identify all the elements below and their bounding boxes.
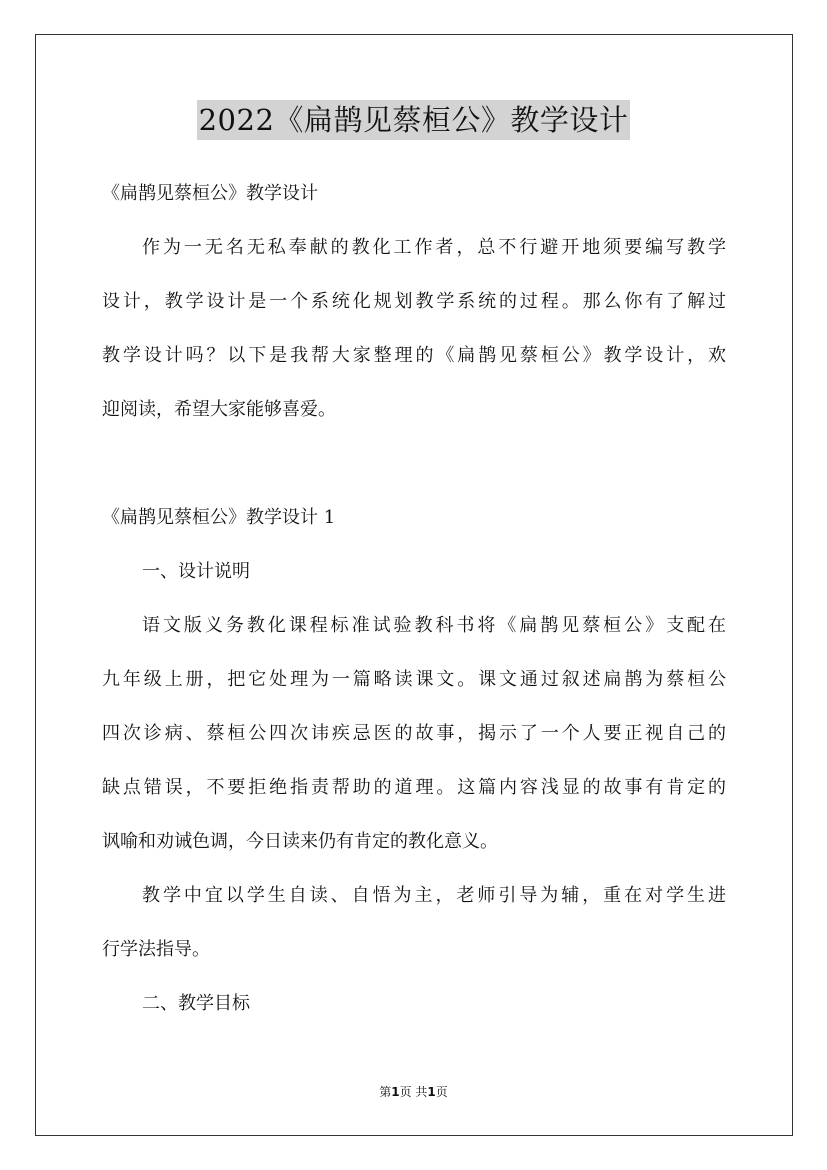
- document-title: [0, 100, 827, 140]
- design-line: 缺点错误，不要拒绝指责帮助的道理。这篇内容浅显的故事有肯定的: [102, 777, 726, 798]
- teaching-line: 教学中宜以学生自读、自悟为主，老师引导为辅，重在对学生进: [142, 885, 726, 906]
- intro-line: 教学设计吗？以下是我帮大家整理的《扁鹊见蔡桓公》教学设计，欢: [102, 345, 726, 366]
- page-footer: [0, 1083, 827, 1100]
- goals-heading-paragraph: [102, 986, 726, 1040]
- footer-mid: 页 共: [399, 1085, 428, 1099]
- document-body: [102, 176, 726, 1040]
- design-line: 讽喻和劝诫色调，今日读来仍有肯定的教化意义。: [102, 831, 498, 852]
- design-line: 语文版义务教化课程标准试验教科书将《扁鹊见蔡桓公》支配在: [142, 615, 726, 636]
- document-title-text: 2022《扁鹊见蔡桓公》教学设计: [197, 100, 631, 140]
- document-subtitle: 《扁鹊见蔡桓公》教学设计: [102, 183, 318, 204]
- intro-line: 设计，教学设计是一个系统化规划教学系统的过程。那么你有了解过: [102, 291, 726, 312]
- footer-suffix: 页: [435, 1085, 448, 1099]
- teaching-line: 行学法指导。: [102, 939, 210, 960]
- heading-design: 一、设计说明: [142, 561, 250, 582]
- footer-page-number: 1: [391, 1085, 400, 1099]
- design-paragraph: [102, 608, 726, 878]
- intro-paragraph: [102, 230, 726, 446]
- design-line: 四次诊病、蔡桓公四次讳疾忌医的故事，揭示了一个人要正视自己的: [102, 723, 726, 744]
- intro-line: 作为一无名无私奉献的教化工作者，总不行避开地须要编写教学: [142, 237, 726, 258]
- design-line: 九年级上册，把它处理为一篇略读课文。课文通过叙述扁鹊为蔡桓公: [102, 669, 726, 690]
- design-heading-paragraph: [102, 554, 726, 608]
- intro-line: 迎阅读，希望大家能够喜爱。: [102, 399, 336, 420]
- footer-prefix: 第: [379, 1085, 392, 1099]
- teaching-paragraph: [102, 878, 726, 986]
- section-title: 《扁鹊见蔡桓公》教学设计 1: [102, 507, 336, 528]
- spacer: [102, 446, 726, 500]
- heading-goals: 二、教学目标: [142, 993, 250, 1014]
- footer-page-total: 1: [427, 1085, 436, 1099]
